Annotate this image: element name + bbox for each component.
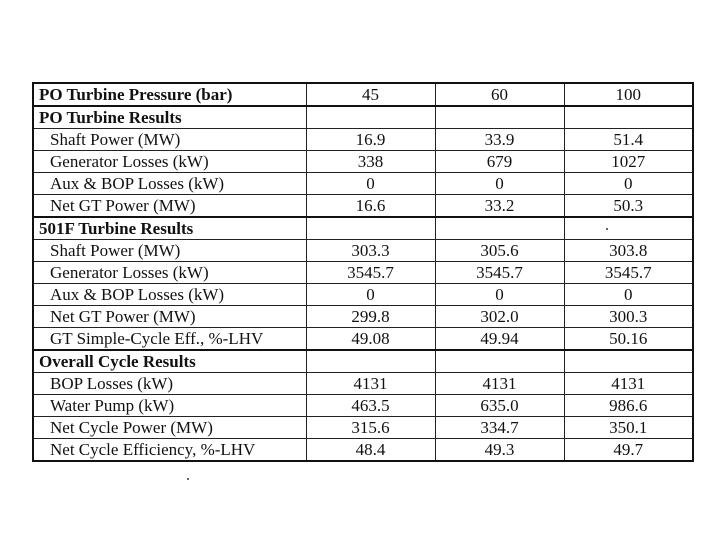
row-label: Generator Losses (kW): [33, 262, 306, 284]
table-row: [33, 195, 693, 218]
cell-value: 49.08: [306, 328, 435, 351]
pressure-value: 45: [306, 83, 435, 106]
row-label: GT Simple-Cycle Eff., %-LHV: [33, 328, 306, 351]
cell-value: 0: [435, 284, 564, 306]
section-title: Overall Cycle Results: [33, 350, 306, 373]
cell-value: 33.9: [435, 129, 564, 151]
cell-value: 0: [306, 173, 435, 195]
scan-speck: [606, 228, 608, 230]
cell-value: 0: [306, 284, 435, 306]
table-row: [33, 439, 693, 462]
cell-value: 334.7: [435, 417, 564, 439]
row-label: Shaft Power (MW): [33, 129, 306, 151]
cell-value: 299.8: [306, 306, 435, 328]
cell-value: 0: [564, 173, 693, 195]
cell-value: 3545.7: [435, 262, 564, 284]
cell-value: 986.6: [564, 395, 693, 417]
section-title: PO Turbine Results: [33, 106, 306, 129]
cell-value: 3545.7: [306, 262, 435, 284]
table-row: [33, 262, 693, 284]
cell-value: 4131: [564, 373, 693, 395]
cell-value: 4131: [435, 373, 564, 395]
cell-value: 49.3: [435, 439, 564, 462]
table-row: [33, 328, 693, 351]
cell-value: 315.6: [306, 417, 435, 439]
section-header-row: [33, 106, 693, 129]
cell-value: 463.5: [306, 395, 435, 417]
cell-value: 300.3: [564, 306, 693, 328]
row-label: Aux & BOP Losses (kW): [33, 173, 306, 195]
section-header-row: [33, 217, 693, 240]
pressure-value: 100: [564, 83, 693, 106]
row-label: Water Pump (kW): [33, 395, 306, 417]
table-row: [33, 306, 693, 328]
row-label: Shaft Power (MW): [33, 240, 306, 262]
table-row: [33, 129, 693, 151]
table-row: [33, 373, 693, 395]
row-label: Net GT Power (MW): [33, 195, 306, 218]
cell-value: 49.94: [435, 328, 564, 351]
cell-value: 16.9: [306, 129, 435, 151]
cell-value: 305.6: [435, 240, 564, 262]
cell-value: 51.4: [564, 129, 693, 151]
row-label: Net Cycle Power (MW): [33, 417, 306, 439]
row-label: BOP Losses (kW): [33, 373, 306, 395]
cell-value: 0: [564, 284, 693, 306]
section-header-row: [33, 350, 693, 373]
table-row: [33, 417, 693, 439]
cell-value: 303.3: [306, 240, 435, 262]
row-label: Generator Losses (kW): [33, 151, 306, 173]
cell-value: 635.0: [435, 395, 564, 417]
table-row: [33, 284, 693, 306]
table-row: [33, 395, 693, 417]
row-label: Aux & BOP Losses (kW): [33, 284, 306, 306]
cell-value: 303.8: [564, 240, 693, 262]
section-title: 501F Turbine Results: [33, 217, 306, 240]
pressure-value: 60: [435, 83, 564, 106]
table-row: [33, 240, 693, 262]
table-header-row: [33, 83, 693, 106]
cell-value: 338: [306, 151, 435, 173]
cell-value: 33.2: [435, 195, 564, 218]
cell-value: 1027: [564, 151, 693, 173]
cell-value: 302.0: [435, 306, 564, 328]
results-table-container: [32, 82, 694, 462]
cell-value: 16.6: [306, 195, 435, 218]
cell-value: 350.1: [564, 417, 693, 439]
cell-value: 49.7: [564, 439, 693, 462]
cell-value: 48.4: [306, 439, 435, 462]
cell-value: 0: [435, 173, 564, 195]
row-label: Net Cycle Efficiency, %-LHV: [33, 439, 306, 462]
cell-value: 4131: [306, 373, 435, 395]
row-label: Net GT Power (MW): [33, 306, 306, 328]
cell-value: 50.3: [564, 195, 693, 218]
cell-value: 50.16: [564, 328, 693, 351]
table-row: [33, 151, 693, 173]
table-row: [33, 173, 693, 195]
cell-value: 3545.7: [564, 262, 693, 284]
turbine-results-table: [32, 82, 694, 462]
scan-speck: [187, 478, 189, 480]
pressure-header-label: PO Turbine Pressure (bar): [33, 83, 306, 106]
cell-value: 679: [435, 151, 564, 173]
